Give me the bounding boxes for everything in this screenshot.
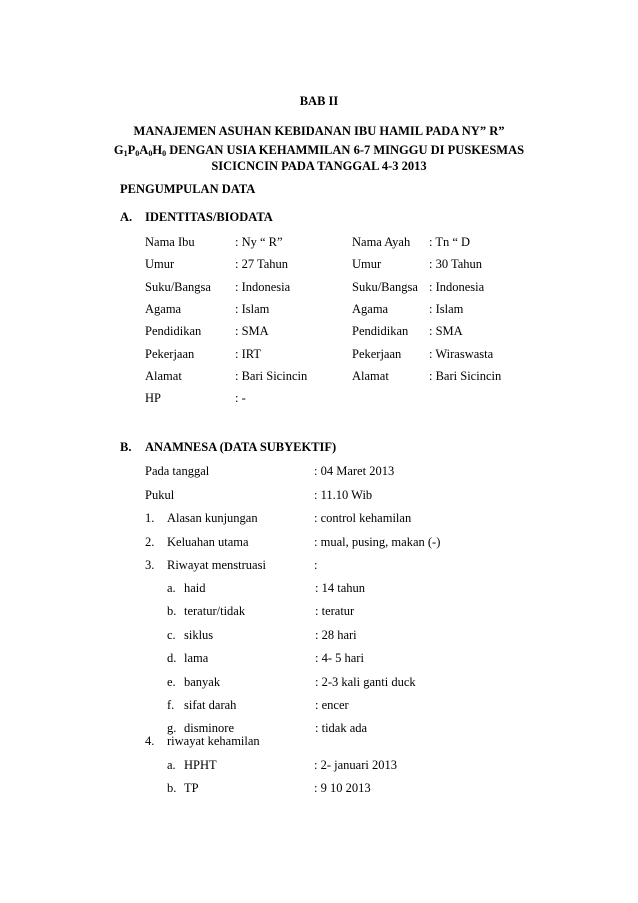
mother-field-value: : IRT	[235, 346, 261, 361]
father-field-value: : Bari Sicincin	[429, 368, 502, 383]
mother-field-value: : Indonesia	[235, 279, 291, 294]
para-number: 0	[135, 149, 140, 158]
menstruasi-sub-label: haid	[184, 581, 206, 595]
father-field-label: Alamat	[352, 368, 389, 383]
item-label: riwayat kehamilan	[167, 734, 260, 748]
section-a-title: IDENTITAS/BIODATA	[145, 210, 273, 224]
item-number: 4.	[145, 734, 155, 748]
menstruasi-sub-letter: a.	[167, 581, 176, 595]
menstruasi-sub-label: banyak	[184, 674, 221, 689]
menstruasi-sub-value: : teratur	[315, 604, 355, 619]
mother-field-label: Umur	[145, 257, 175, 272]
menstruasi-sub-label: sifat darah	[184, 698, 237, 712]
mother-field-label: Pendidikan	[145, 324, 202, 339]
menstruasi-sub-value: : 14 tahun	[315, 581, 365, 595]
mother-field-label: Nama Ibu	[145, 235, 195, 249]
father-field-value: : SMA	[429, 324, 463, 339]
mother-field-label: Pekerjaan	[145, 346, 195, 361]
father-field-value: : Islam	[429, 301, 464, 316]
father-field-label: Pendidikan	[352, 324, 409, 339]
abortus-number: 0	[148, 149, 153, 158]
item-number: 1.	[145, 511, 155, 525]
father-field-label: Suku/Bangsa	[352, 279, 418, 294]
menstruasi-sub-letter: c.	[167, 627, 176, 642]
mother-field-value: : 27 Tahun	[235, 257, 289, 272]
menstruasi-sub-value: : tidak ada	[315, 721, 368, 736]
mother-field-label: Suku/Bangsa	[145, 279, 211, 294]
mother-field-label: HP	[145, 391, 161, 406]
time-label: Pukul	[145, 488, 175, 502]
title-line-1: MANAJEMEN ASUHAN KEBIDANAN IBU HAMIL PADA NY” R”	[133, 124, 505, 138]
father-field-value: : Wiraswasta	[429, 346, 494, 361]
title-line-2-text: DENGAN USIA KEHAMMILAN 6-7 MINGGU DI PUSKESMAS	[166, 143, 525, 157]
menstruasi-sub-letter: f.	[167, 698, 175, 712]
menstruasi-sub-letter: d.	[167, 651, 177, 666]
item-value: : mual, pusing, makan (-)	[314, 534, 441, 549]
father-field-label: Agama	[352, 301, 389, 316]
time-value: : 11.10 Wib	[314, 488, 373, 502]
father-field-value: : Tn “ D	[429, 235, 471, 249]
menstruasi-sub-value: : 28 hari	[315, 627, 357, 642]
section-heading: PENGUMPULAN DATA	[120, 182, 256, 196]
menstruasi-sub-letter: e.	[167, 674, 176, 689]
mother-field-value: : SMA	[235, 324, 269, 339]
section-a-letter: A.	[120, 210, 133, 224]
father-field-value: : 30 Tahun	[429, 257, 483, 272]
mother-field-value: : -	[235, 391, 246, 406]
mother-field-label: Agama	[145, 301, 182, 316]
title-line-2	[0, 143, 638, 158]
menstruasi-sub-value: : 4- 5 hari	[315, 651, 364, 666]
menstruasi-sub-label: disminore	[184, 721, 234, 736]
item-number: 2.	[145, 534, 155, 549]
abortus-letter: A	[139, 143, 149, 157]
item-label: Alasan kunjungan	[167, 511, 258, 525]
section-b-title: ANAMNESA (DATA SUBYEKTIF)	[145, 440, 337, 454]
mother-field-value: : Ny “ R”	[235, 235, 283, 249]
menstruasi-sub-label: siklus	[184, 627, 214, 642]
father-field-label: Umur	[352, 257, 382, 272]
kehamilan-sub-label: TP	[184, 781, 199, 795]
item-value: :	[314, 558, 318, 572]
item-value: : control kehamilan	[314, 511, 412, 525]
hidup-number: 0	[162, 149, 167, 158]
date-value: : 04 Maret 2013	[314, 464, 395, 478]
item-number: 3.	[145, 558, 155, 572]
mother-field-label: Alamat	[145, 368, 182, 383]
menstruasi-sub-label: teratur/tidak	[184, 604, 246, 619]
kehamilan-sub-letter: b.	[167, 781, 177, 795]
kehamilan-sub-value: : 2- januari 2013	[314, 758, 397, 772]
item-label: Riwayat menstruasi	[167, 558, 266, 572]
kehamilan-sub-letter: a.	[167, 758, 176, 772]
hidup-letter: H	[152, 143, 163, 157]
gravida-letter: G	[113, 143, 124, 157]
date-label: Pada tanggal	[145, 464, 210, 478]
item-label: Keluahan utama	[167, 534, 249, 549]
para-letter: P	[127, 143, 136, 157]
father-field-label: Nama Ayah	[352, 235, 411, 249]
father-field-value: : Indonesia	[429, 279, 485, 294]
title-line-3: SICICNCIN PADA TANGGAL 4-3 2013	[211, 159, 427, 173]
mother-field-value: : Bari Sicincin	[235, 368, 308, 383]
menstruasi-sub-letter: b.	[167, 604, 177, 619]
menstruasi-sub-label: lama	[184, 651, 209, 666]
father-field-label: Pekerjaan	[352, 346, 402, 361]
menstruasi-sub-value: : encer	[315, 698, 349, 712]
kehamilan-sub-label: HPHT	[184, 758, 217, 772]
kehamilan-sub-value: : 9 10 2013	[314, 781, 371, 795]
chapter-heading: BAB II	[299, 94, 339, 108]
gravida-number: 1	[123, 149, 128, 158]
mother-field-value: : Islam	[235, 301, 270, 316]
menstruasi-sub-letter: g.	[167, 721, 177, 736]
menstruasi-sub-value: : 2-3 kali ganti duck	[315, 674, 416, 689]
section-b-letter: B.	[120, 440, 132, 454]
